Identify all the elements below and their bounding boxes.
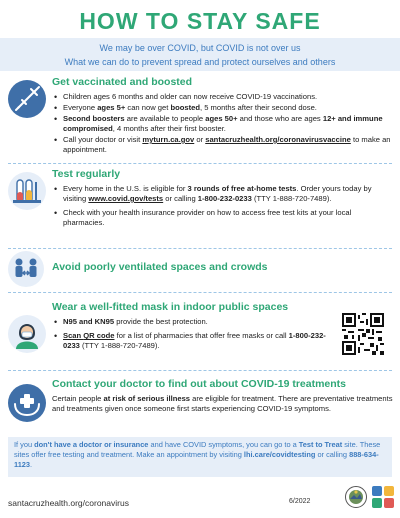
footer-website[interactable]: santacruzhealth.org/coronavirus	[8, 498, 129, 508]
section-vaccinate	[8, 76, 394, 166]
section-treatment	[8, 378, 394, 434]
list-item: • N95 and KN95 provide the best protection.	[52, 317, 334, 327]
testing-title: Test regularly	[52, 168, 121, 180]
banner-line-1: We may be over COVID, but COVID is not over us	[99, 43, 301, 53]
banner	[0, 38, 400, 71]
list-item: • Everyone ages 5+ can now get boosted, 5 months after their second dose.	[52, 103, 394, 113]
list-item: • Call your doctor or visit myturn.ca.gov or santacruzhealth.org/coronavirusvaccine to make an appointment.	[52, 135, 394, 155]
list-item: • Scan QR code for a list of pharmacies that offer free masks or call 1-800-232-0233 (TTY 1-888-720-7489).	[52, 331, 334, 351]
ventilation-title: Avoid poorly ventilated spaces and crowds	[52, 261, 268, 273]
qr-code[interactable]	[342, 313, 384, 355]
banner-line-2: What we can do to prevent spread and protect ourselves and others	[64, 57, 336, 67]
divider	[8, 248, 392, 249]
covid-tests-link[interactable]: www.covid.gov/tests	[88, 194, 164, 203]
footer-date: 6/2022	[289, 498, 311, 505]
myturn-link[interactable]: myturn.ca.gov	[142, 135, 195, 144]
divider	[8, 163, 392, 164]
masked-person-icon	[8, 315, 46, 353]
treatment-text: Certain people at risk of serious illness are eligible for treatment. There are preventative treatments and treatments given once someone first starts experiencing COVID-19 symptoms.	[52, 394, 393, 413]
test-tubes-icon	[8, 172, 46, 210]
list-item: • Children ages 6 months and older can now receive COVID-19 vaccinations.	[52, 92, 394, 102]
crowd-icon	[8, 251, 44, 287]
treatment-title: Contact your doctor to find out about COVID-19 treatments	[52, 378, 347, 390]
syringe-icon	[8, 80, 46, 118]
covidtesting-link[interactable]: lhi.care/covidtesting	[243, 450, 316, 459]
section-testing	[8, 168, 394, 248]
page-title: HOW TO STAY SAFE	[79, 8, 321, 34]
health-services-logo	[372, 486, 394, 508]
medical-cross-hands-icon	[8, 384, 46, 422]
divider	[8, 370, 392, 371]
section-ventilation	[8, 251, 394, 293]
county-seal-logo	[345, 486, 367, 508]
mask-title: Wear a well-fitted mask in indoor public spaces	[52, 301, 289, 313]
test-to-treat-box: If you don't have a doctor or insurance and have COVID symptoms, you can go to a Test to Treat site. These sites offer free testing and treatment. Make an appointment by visiting lhi.care/covidtesting or calling 888-634-1123.	[8, 437, 392, 477]
vaccine-info-link[interactable]: santacruzhealth.org/coronavirusvaccine	[205, 135, 351, 144]
list-item: • Check with your health insurance provider on how to access free test kits at your local pharmacies.	[52, 208, 394, 228]
list-item: • Second boosters are available to people ages 50+ and those who are ages 12+ and immune compromised, 4 months after their first booster.	[52, 114, 394, 134]
section-mask	[8, 301, 394, 371]
vaccinate-title: Get vaccinated and boosted	[52, 76, 193, 88]
divider	[8, 292, 392, 293]
list-item: • Every home in the U.S. is eligible for 3 rounds of free at-home tests. Order yours today by visiting www.covid.gov/tests or calling 1-800-232-0233 (TTY 1-888-720-7489).	[52, 184, 394, 204]
